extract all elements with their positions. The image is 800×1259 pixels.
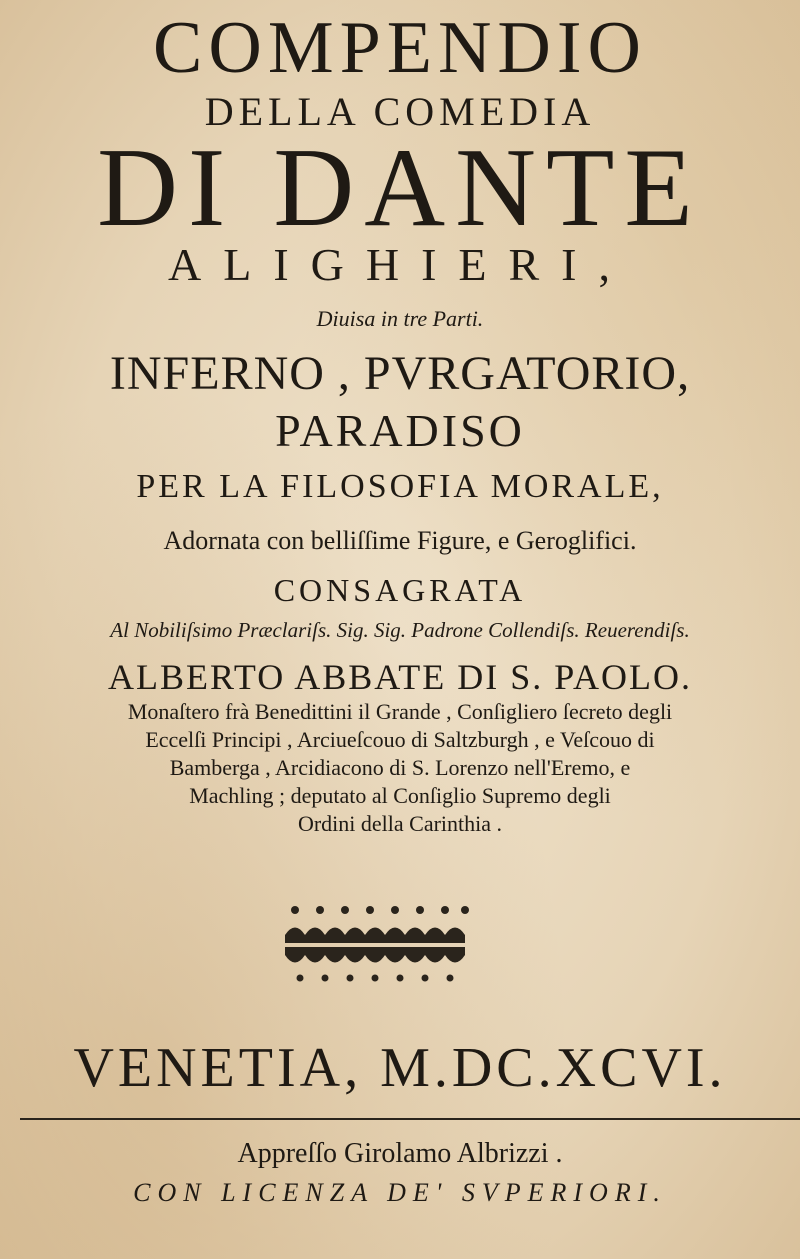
dedication-heading: CONSAGRATA (273, 572, 527, 608)
author-surname: ALIGHIERI, (168, 239, 632, 290)
division-note: Diuisa in tre Parti. (316, 306, 484, 331)
dedicatee-title-line: Eccelſi Principi , Arciueſcouo di Saltzburgh , e Veſcouo di (145, 727, 655, 752)
dedication-honorifics: Al Nobiliſsimo Præclariſs. Sig. Sig. Padrone Collendiſs. Reuerendiſs. (110, 618, 690, 642)
dedicatee-title-line: Ordini della Carinthia . (297, 811, 503, 836)
subtitle-della-comedia: DELLA COMEDIA (204, 89, 596, 134)
imprint-place-date: VENETIA, M.DC.XCVI. (73, 1037, 727, 1099)
printer-line: Appreſſo Girolamo Albrizzi . (237, 1138, 563, 1169)
adornment-line: Adornata con belliſſime Figure, e Geroglifici. (163, 526, 637, 555)
dedicatee-title-line: Monaſtero frà Benedittini il Grande , Conſigliero ſecreto degli (127, 699, 673, 724)
dedicatee-title-line: Bamberga , Arcidiacono di S. Lorenzo nell'Eremo, e (169, 755, 631, 780)
dedicatee-titles (0, 698, 800, 838)
dedicatee-title-line: Machling ; deputato al Conſiglio Supremo degli (189, 783, 611, 808)
author-name-dante: DI DANTE (97, 126, 703, 250)
license-line: CON LICENZA DE' SVPERIORI. (133, 1178, 667, 1207)
main-title: COMPENDIO (153, 7, 647, 89)
philosophy-line: PER LA FILOSOFIA MORALE, (136, 468, 664, 505)
dedicatee-name: ALBERTO ABBATE DI S. PAOLO. (108, 657, 692, 697)
paradiso-line: PARADISO (275, 405, 525, 456)
horizontal-rule (20, 1118, 800, 1120)
fleuron-ornament-icon (280, 900, 480, 990)
parts-line: INFERNO , PVRGATORIO, (109, 347, 691, 400)
